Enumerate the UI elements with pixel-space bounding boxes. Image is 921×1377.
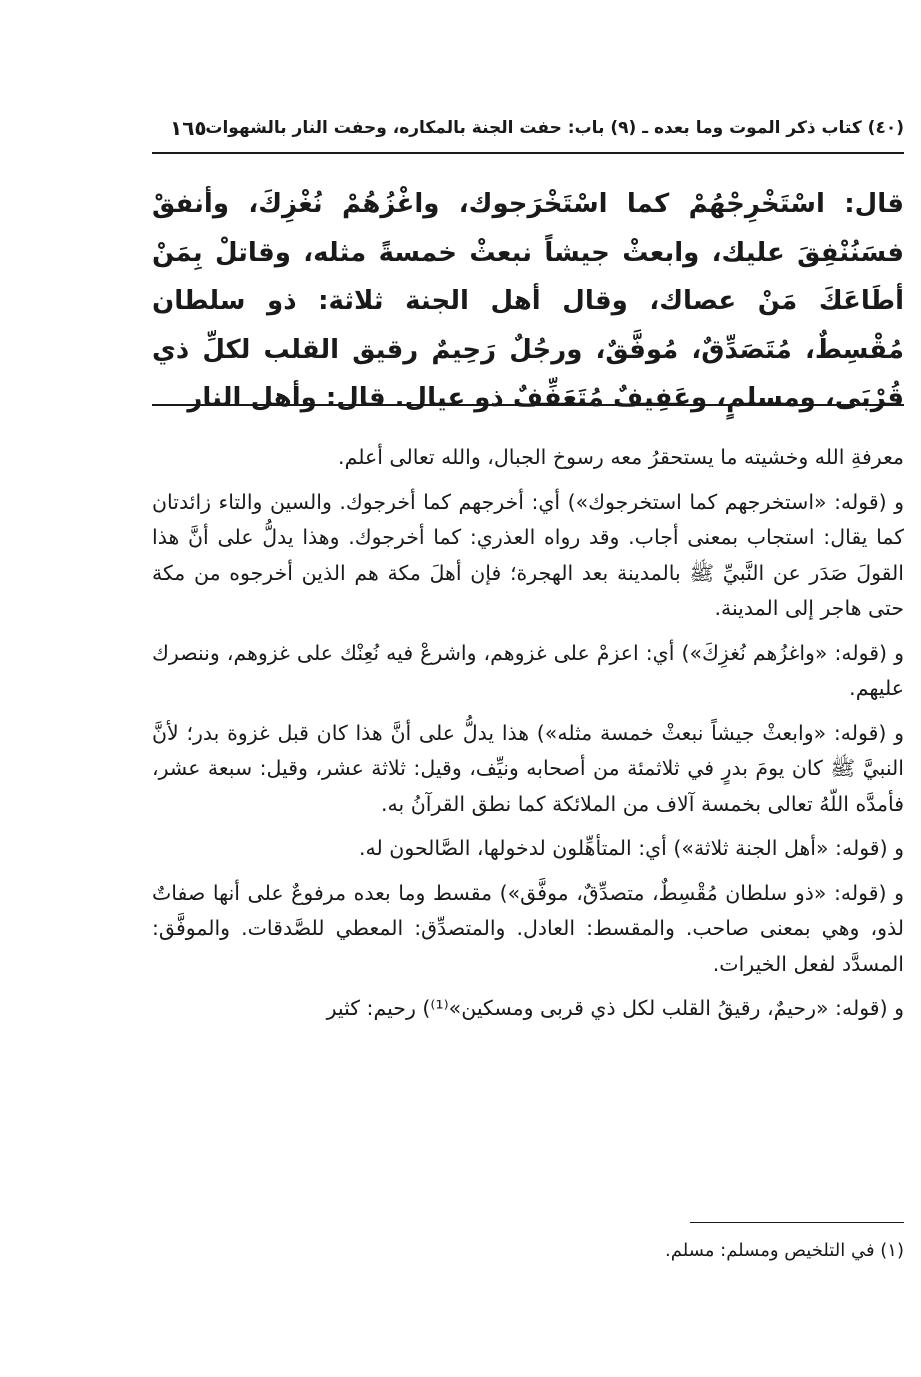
commentary [152,440,904,1036]
commentary-paragraph: معرفةِ الله وخشيته ما يستحقرُ معه رسوخ الجبال، والله تعالى أعلم. [338,445,904,469]
commentary-paragraph: و (قوله: «رحيمٌ، رقيقُ القلب لكل ذي قربى ومسكين»⁽¹⁾) رحيم: كثير [326,996,904,1020]
commentary-paragraph: و (قوله: «وابعثْ جيشاً نبعثْ خمسة مثله») هذا يدلُّ على أنَّ هذا كان قبل غزوة بدر؛ لأنَّ النبيَّ ﷺ كان يومَ بدرٍ في ثلاثمئة من أصحابه ونيِّف، وقيل: ثلاثة عشر، وقيل: سبعة عشر، فأمدَّه اللّهُ تعالى بخمسة آلاف من الملائكة كما نطق القرآنُ به. [152,720,904,816]
commentary-paragraph: و (قوله: «ذو سلطان مُقْسِطٌ، متصدِّقٌ، موفَّق») مقسط وما بعده مرفوعٌ على أنها صفاتٌ لذو، وهي بمعنى صاحب. والمقسط: العادل. والمتصدِّق: المعطي للصَّدقات. والموفَّق: المسدَّد لفعل الخيرات. [152,880,904,976]
running-head: (٤٠) كتاب ذكر الموت وما بعده ـ (٩) باب: حفت الجنة بالمكاره، وحفت النار بالشهوات [205,118,904,138]
footnote-divider [690,1222,904,1223]
header-divider [152,152,904,154]
commentary-paragraph: و (قوله: «أهل الجنة ثلاثة») أي: المتأهِّلون لدخولها، الصَّالحون له. [359,836,904,860]
footnote: (١) في التلخيص ومسلم: مسلم. [665,1240,904,1261]
text-commentary-divider [152,404,904,406]
commentary-paragraph: و (قوله: «استخرجهم كما استخرجوك») أي: أخرجهم كما أخرجوك. والسين والتاء زائدتان كما يقال: استجاب بمعنى أجاب. وقد رواه العذري: كما أخرجوك. وهذا يدلُّ على أنَّ هذا القولَ صَدَر عن النَّبيِّ ﷺ بالمدينة بعد الهجرة؛ فإن أهلَ مكة هم الذين أخرجوه من مكة حتى هاجر إلى المدينة. [152,489,904,620]
page-number: ١٦٥ [170,116,207,140]
commentary-paragraph: و (قوله: «واغزُهم نُغزِكَ») أي: اعزمْ على غزوهم، واشرعْ فيه نُعِنْك على غزوهم، وننصرك عليهم. [152,640,904,700]
page-header [152,112,904,152]
hadith-text: قال: اسْتَخْرِجْهُمْ كما اسْتَخْرَجوك، واغْزُهُمْ نُغْزِكَ، وأنفقْ فسَنُنْفِقَ عليك، وابعثْ جيشاً نبعثْ خمسةً مثله، وقاتلْ بِمَنْ أطَاعَكَ مَنْ عصاك، وقال أهل الجنة ثلاثة: ذو سلطان مُقْسِطٌ، مُتَصَدِّقٌ، مُوفَّقٌ، ورجُلٌ رَحِيمٌ رقيق القلب لكلِّ ذي قُرْبَى، ومسلمٍ، وعَفِيفٌ مُتَعَفِّفٌ ذو عيال. قال: وأهل النار [152,189,904,413]
